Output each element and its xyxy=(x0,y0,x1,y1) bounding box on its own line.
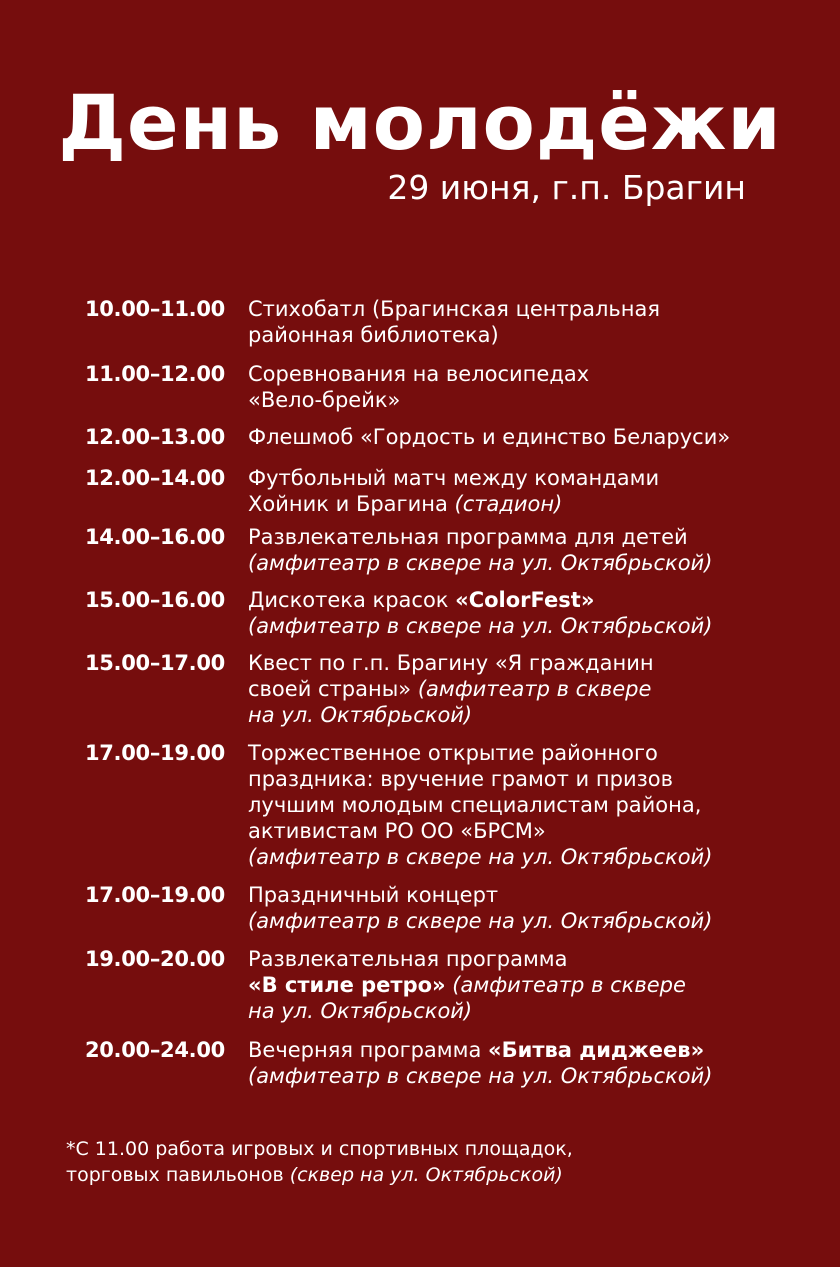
description-text: Праздничный концерт xyxy=(248,883,499,907)
description-text: Развлекательная программа для детей xyxy=(248,525,688,549)
description-text: Вечерняя программа xyxy=(248,1038,489,1062)
description-text: Дискотека красок xyxy=(248,588,456,612)
description-line xyxy=(248,387,828,413)
footnote-line-1: *С 11.00 работа игровых и спортивных площадок, xyxy=(66,1138,573,1160)
highlight-text: «Битва диджеев» xyxy=(488,1038,705,1062)
page-title: День молодёжи xyxy=(58,78,782,167)
description-text: Стихобатл (Брагинская центральная xyxy=(248,297,660,321)
description-text: Хойник и Брагина xyxy=(248,492,455,516)
schedule-description xyxy=(248,946,828,1024)
description-line xyxy=(248,998,828,1024)
description-text: своей страны» xyxy=(248,677,418,701)
description-line xyxy=(248,650,828,676)
description-line xyxy=(248,587,828,613)
description-line xyxy=(248,550,828,576)
description-line xyxy=(248,491,828,517)
description-line xyxy=(248,613,828,639)
location-text: (амфитеатр в сквере на ул. Октябрьской) xyxy=(248,1064,713,1088)
schedule-description xyxy=(248,296,828,348)
description-text: «Вело-брейк» xyxy=(248,388,401,412)
schedule-description xyxy=(248,361,828,413)
description-line xyxy=(248,524,828,550)
schedule-time: 17.00–19.00 xyxy=(84,741,225,765)
schedule-description xyxy=(248,740,828,870)
description-text: районная библиотека) xyxy=(248,323,499,347)
schedule-time: 12.00–13.00 xyxy=(84,425,225,449)
description-line xyxy=(248,740,828,766)
schedule-time: 14.00–16.00 xyxy=(84,525,225,549)
description-line xyxy=(248,322,828,348)
description-line xyxy=(248,465,828,491)
location-text: (амфитеатр в сквере xyxy=(417,677,652,701)
description-line xyxy=(248,766,828,792)
description-line xyxy=(248,792,828,818)
schedule-time: 11.00–12.00 xyxy=(84,362,225,386)
description-text: Торжественное открытие районного xyxy=(248,741,658,765)
location-text: (амфитеатр в сквере xyxy=(445,973,686,997)
schedule-time: 15.00–16.00 xyxy=(84,588,225,612)
location-text: (амфитеатр в сквере на ул. Октябрьской) xyxy=(248,551,713,575)
description-line xyxy=(248,1037,828,1063)
schedule-time: 12.00–14.00 xyxy=(84,466,225,490)
footnote-line-2-italic: (сквер на ул. Октябрьской) xyxy=(289,1164,563,1186)
schedule-description xyxy=(248,524,828,576)
description-line xyxy=(248,296,828,322)
schedule-time: 15.00–17.00 xyxy=(84,651,225,675)
schedule-time: 20.00–24.00 xyxy=(84,1038,225,1062)
description-line xyxy=(248,676,828,702)
description-line xyxy=(248,1063,828,1089)
description-line xyxy=(248,908,828,934)
location-text: (амфитеатр в сквере на ул. Октябрьской) xyxy=(248,909,713,933)
schedule-description xyxy=(248,424,828,450)
schedule-time: 19.00–20.00 xyxy=(84,947,225,971)
highlight-text: «В стиле ретро» xyxy=(248,973,446,997)
description-line xyxy=(248,818,828,844)
location-text: (амфитеатр в сквере на ул. Октябрьской) xyxy=(248,614,713,638)
description-text: праздника: вручение грамот и призов xyxy=(248,767,673,791)
location-text: (амфитеатр в сквере на ул. Октябрьской) xyxy=(248,845,713,869)
schedule-description xyxy=(248,882,828,934)
event-date-location: 29 июня, г.п. Брагин xyxy=(387,168,746,207)
description-text: активистам РО ОО «БРСМ» xyxy=(248,819,546,843)
description-line xyxy=(248,424,828,450)
location-text: (стадион) xyxy=(454,492,563,516)
description-line xyxy=(248,946,828,972)
location-text: на ул. Октябрьской) xyxy=(248,703,473,727)
schedule-description xyxy=(248,587,828,639)
description-line xyxy=(248,361,828,387)
schedule-description xyxy=(248,1037,828,1089)
description-line xyxy=(248,972,828,998)
description-text: Футбольный матч между командами xyxy=(248,466,660,490)
description-text: Развлекательная программа xyxy=(248,947,568,971)
description-text: Квест по г.п. Брагину «Я гражданин xyxy=(248,651,654,675)
footnote-line-2-plain: торговых павильонов xyxy=(66,1164,290,1186)
description-text: лучшим молодым специалистам района, xyxy=(248,793,702,817)
footnote xyxy=(66,1136,573,1188)
schedule-time: 17.00–19.00 xyxy=(84,883,225,907)
schedule-description xyxy=(248,465,828,517)
description-text: Флешмоб «Гордость и единство Беларуси» xyxy=(248,425,731,449)
schedule-time: 10.00–11.00 xyxy=(84,297,225,321)
description-text: Соревнования на велосипедах xyxy=(248,362,590,386)
schedule-description xyxy=(248,650,828,728)
location-text: на ул. Октябрьской) xyxy=(248,999,473,1023)
highlight-text: «ColorFest» xyxy=(455,588,595,612)
description-line xyxy=(248,844,828,870)
description-line xyxy=(248,702,828,728)
description-line xyxy=(248,882,828,908)
